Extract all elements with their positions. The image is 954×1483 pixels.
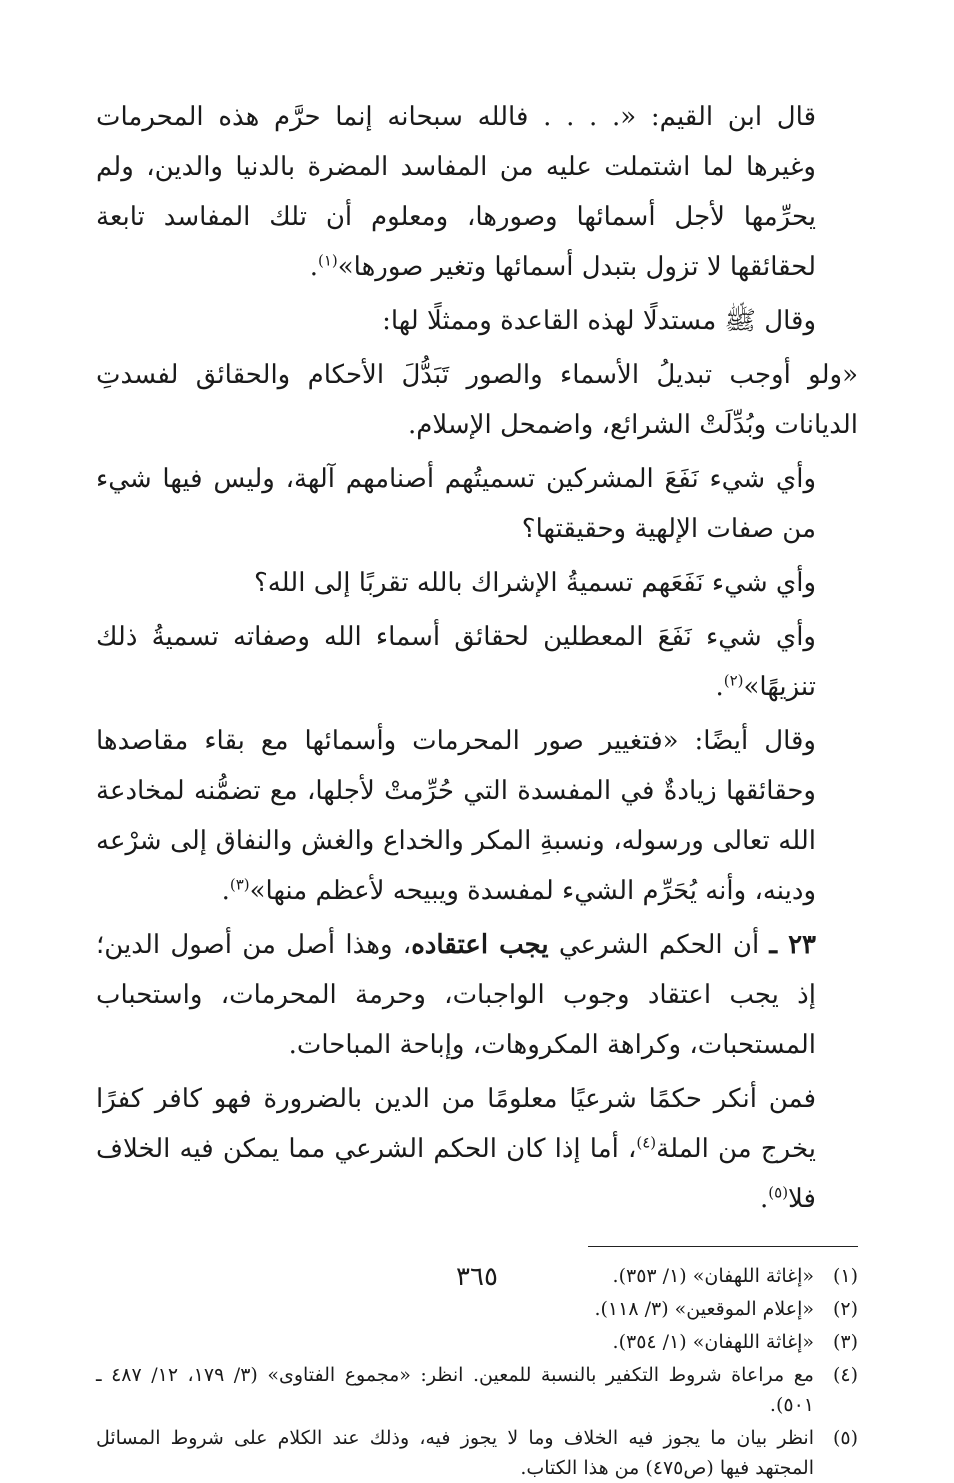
paragraph-text: وقال أيضًا: «فتغيير صور المحرمات وأسمائها مع بقاء مقاصدها وحقائقها زيادةٌ في المفسدة التي حُرِّمتْ لأجلها، مع تضمُّنه لمخادعة الله تعالى ورسوله، ونسبةِ المكر والخداع والغش والنفاق إلى شرْعه ودينه، وأنه يُحَرِّم الشيء لمفسدة ويبيحه لأعظم منها» [96,726,816,906]
paragraph-text: وأي شيء نَفَعَ المعطلين لحقائق أسماء الله وصفاته تسميةُ ذلك تنزيهًا» [96,622,816,702]
main-text [96,92,858,1224]
paragraph-rule-23 [96,920,858,1070]
footnote-ref: (٣) [229,875,250,894]
footnote-text: «إعلام الموقعين» (٣/ ١١٨). [594,1298,814,1320]
paragraph-text: قال ابن القيم: «. . . . فالله سبحانه إنما حرَّم هذه المحرمات وغيرها لما اشتملت عليه من المفاسد المضرة بالدنيا والدين، ولم يحرِّمها لأجل أسمائها وصورها، ومعلوم أن تلك المفاسد تابعة لحقائقها لا تزول بتبدل أسمائها وتغير صورها» [96,102,816,282]
paragraph-text: أن الحكم الشرعي [558,930,760,960]
footnote-ref: (٤) [636,1133,657,1152]
footnote-text: مع مراعاة شروط التكفير بالنسبة للمعين. انظر: «مجموع الفتاوى» (٣/ ١٧٩، ١٢/ ٤٨٧ ـ ٥٠١). [96,1364,814,1416]
footnote-number: (٥) [832,1427,858,1449]
footnote-item [96,1327,858,1357]
paragraph-text: وقال ﷺ مستدلًا لهذه القاعدة وممثلًا لها: [382,306,816,336]
paragraph-text: ، وهذا أصل من أصول الدين؛ إذ يجب اعتقاد وجوب الواجبات، وحرمة المحرمات، واستحباب المستحبات، وكراهة المكروهات، وإباحة المباحات. [96,930,816,1060]
footnote-number: (٢) [832,1298,858,1320]
paragraph-ibn-qayyim-quote [96,92,858,292]
footnote-text: انظر بيان ما يجوز فيه الخلاف وما لا يجوز فيه، وذلك عند الكلام على شروط المسائل المجتهد فيها (ص٤٧٥) من هذا الكتاب. [96,1427,814,1479]
footnote-number: (٤) [832,1364,858,1386]
paragraph-end: . [221,876,230,906]
footnote-ref: (١) [317,251,338,270]
footnote-text: «إغاثة اللهفان» (١/ ٣٥٣). [612,1265,814,1287]
footnote-text: «إغاثة اللهفان» (١/ ٣٥٤). [612,1331,814,1353]
paragraph-end: . [715,672,724,702]
rule-number: ٢٣ ـ [769,930,817,960]
paragraph-text: وأي شيء نَفَعَهم تسميةُ الإشراك بالله تقربًا إلى الله؟ [253,568,816,598]
bold-phrase: يجب اعتقاده [411,930,549,960]
paragraph-denial [96,1074,858,1224]
paragraph-question-2 [96,558,858,608]
paragraph-second-quote [96,716,858,916]
footnote-number: (٣) [832,1331,858,1353]
paragraph-question-3 [96,612,858,712]
paragraph-introduction [96,296,858,346]
paragraph-quote-start [96,350,858,450]
paragraph-question-1 [96,454,858,554]
footnotes [96,1261,858,1483]
footnote-item [96,1423,858,1483]
footnote-ref: (٥) [768,1183,789,1202]
paragraph-text: ، أما إذا كان الحكم الشرعي مما يمكن فيه الخلاف فلا [96,1134,816,1214]
page-number: ٣٦٥ [456,1262,498,1292]
footnote-item [96,1360,858,1420]
paragraph-text: وأي شيء نَفَعَ المشركين تسميتُهم أصنامهم آلهة، وليس فيها شيء من صفات الإلهية وحقيقتها؟ [96,464,816,544]
paragraph-text: فمن أنكر حكمًا شرعيًا معلومًا من الدين بالضرورة فهو كافر كفرًا يخرج من الملة [96,1084,816,1164]
paragraph-end: . [309,252,318,282]
footnote-separator [588,1246,858,1247]
paragraph-end: . [760,1184,769,1214]
footnote-item [96,1294,858,1324]
footnote-ref: (٢) [723,671,744,690]
footnote-number: (١) [832,1265,858,1287]
paragraph-text: «ولو أوجب تبديلُ الأسماء والصور تَبَدُّلَ الأحكام والحقائق لفسدتِ الديانات وبُدِّلَتْ الشرائع، واضمحل الإسلام. [96,360,858,440]
